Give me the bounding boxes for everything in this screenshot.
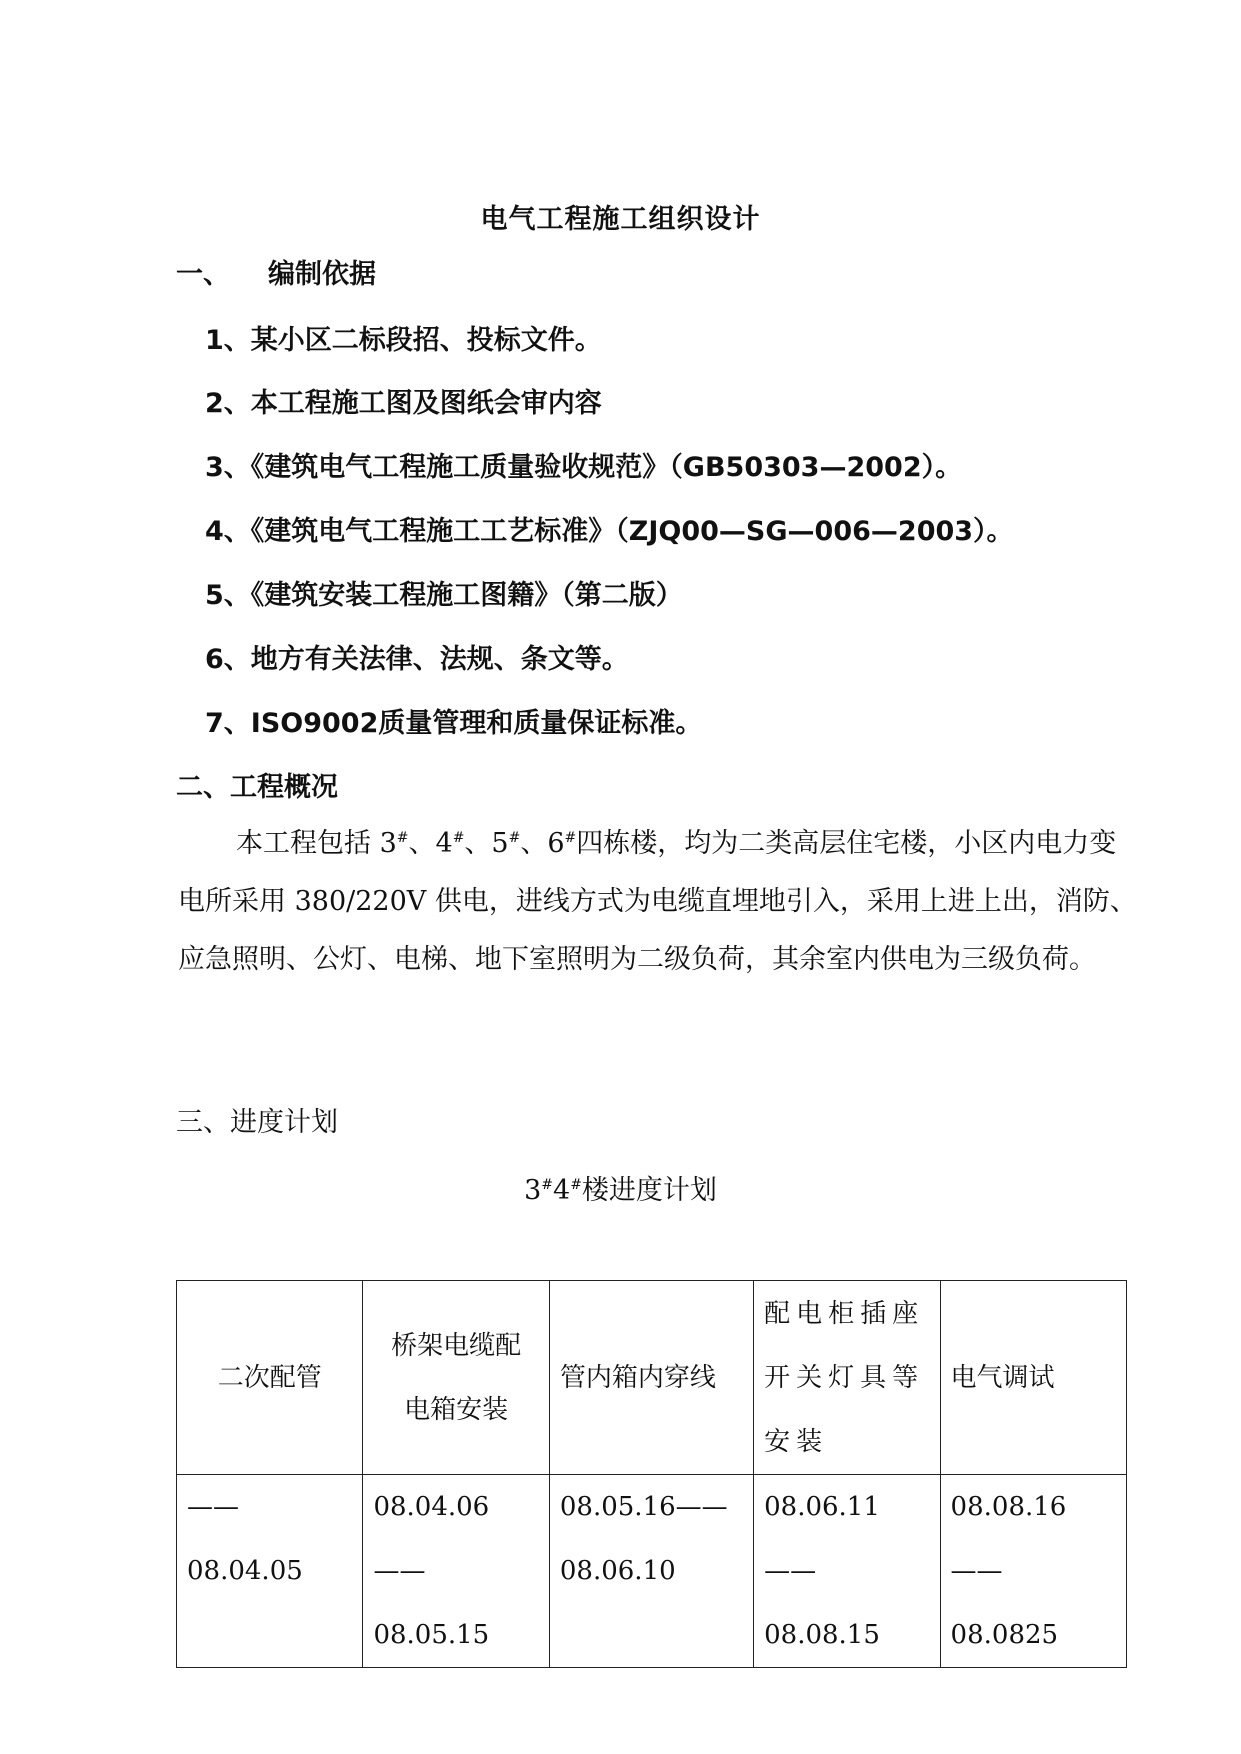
subtitle-num-a: 3 <box>524 1175 542 1206</box>
subtitle-mark-b: # <box>570 1177 582 1193</box>
subtitle-mark-a: # <box>541 1177 553 1193</box>
overview-paragraph <box>178 815 1138 989</box>
header-cell-3 <box>549 1281 753 1475</box>
basis-item-6: 6、地方有关法律、法规、条文等。 <box>205 644 629 675</box>
basis-item-5: 5、《建筑安装工程施工图籍》（第二版） <box>205 580 683 611</box>
cell-1-line-1: —— <box>187 1492 239 1522</box>
overview-mark-3: # <box>508 830 521 846</box>
section-1-number: 一、 <box>176 259 230 290</box>
table-row <box>177 1475 1127 1668</box>
row-cell-5 <box>940 1475 1126 1668</box>
row-cell-4 <box>754 1475 940 1668</box>
section-2-heading: 二、工程概况 <box>176 772 338 803</box>
overview-text-3: 、5 <box>464 828 509 859</box>
cell-5-line-1: 08.08.16—— <box>950 1492 1067 1586</box>
schedule-subtitle <box>0 1168 1241 1207</box>
cell-3-line-2: 08.06.10 <box>559 1556 676 1586</box>
overview-text-1: 本工程包括 3 <box>236 828 397 859</box>
section-1-heading <box>176 252 376 291</box>
header-cell-1 <box>177 1281 363 1475</box>
overview-mark-2: # <box>452 830 465 846</box>
row-cell-2 <box>363 1475 549 1668</box>
overview-text-2: 、4 <box>408 828 453 859</box>
basis-item-3: 3、《建筑电气工程施工质量验收规范》（GB50303—2002）。 <box>205 452 963 483</box>
basis-item-7: 7、ISO9002质量管理和质量保证标准。 <box>205 708 703 739</box>
header-2-line-1: 桥架电缆配 <box>391 1330 522 1361</box>
cell-5-line-2: 08.0825 <box>950 1620 1059 1650</box>
cell-3-line-1: 08.05.16—— <box>559 1492 728 1522</box>
overview-text-5: 四栋楼，均为二类高层住宅楼，小区内电力变电所采用 380/220V 供电，进线方式为电缆直埋地引入，采用上进上出，消防、应急照明、公灯、电梯、地下室照明为二级负荷，其余室内供电为三级负荷。 <box>178 828 1137 975</box>
cell-4-line-1: 08.06.11—— <box>764 1492 880 1586</box>
row-cell-1 <box>177 1475 363 1668</box>
basis-item-1: 1、某小区二标段招、投标文件。 <box>205 325 602 356</box>
subtitle-num-b: 4 <box>553 1175 571 1206</box>
subtitle-text: 楼进度计划 <box>581 1175 717 1206</box>
table-header-row <box>177 1281 1127 1475</box>
schedule-table <box>176 1280 1127 1668</box>
header-5-text: 电气调试 <box>950 1362 1055 1393</box>
overview-mark-1: # <box>396 830 409 846</box>
header-2-line-2: 电箱安装 <box>404 1394 509 1425</box>
header-4-line-1: 配电柜插座 <box>764 1298 925 1329</box>
header-4-line-2: 开关灯具等 <box>764 1362 925 1393</box>
header-cell-5 <box>940 1281 1126 1475</box>
cell-2-line-1: 08.04.06—— <box>373 1492 490 1586</box>
cell-1-line-2: 08.04.05 <box>187 1556 303 1586</box>
overview-mark-4: # <box>564 830 577 846</box>
header-cell-4 <box>754 1281 940 1475</box>
cell-4-line-2: 08.08.15 <box>764 1620 880 1650</box>
header-cell-2 <box>363 1281 549 1475</box>
document-title: 电气工程施工组织设计 <box>480 204 761 235</box>
section-3-heading: 三、进度计划 <box>176 1107 338 1138</box>
overview-text-4: 、6 <box>520 828 565 859</box>
header-1-text: 二次配管 <box>217 1362 322 1393</box>
row-cell-3 <box>549 1475 753 1668</box>
section-1-title: 编制依据 <box>268 259 376 290</box>
header-4-line-3: 安装 <box>764 1426 829 1457</box>
basis-item-2: 2、本工程施工图及图纸会审内容 <box>205 388 602 419</box>
header-3-text: 管内箱内穿线 <box>559 1362 716 1393</box>
basis-item-4: 4、《建筑电气工程施工工艺标准》（ZJQ00—SG—006—2003）。 <box>205 516 1014 547</box>
cell-2-line-2: 08.05.15 <box>373 1620 490 1650</box>
